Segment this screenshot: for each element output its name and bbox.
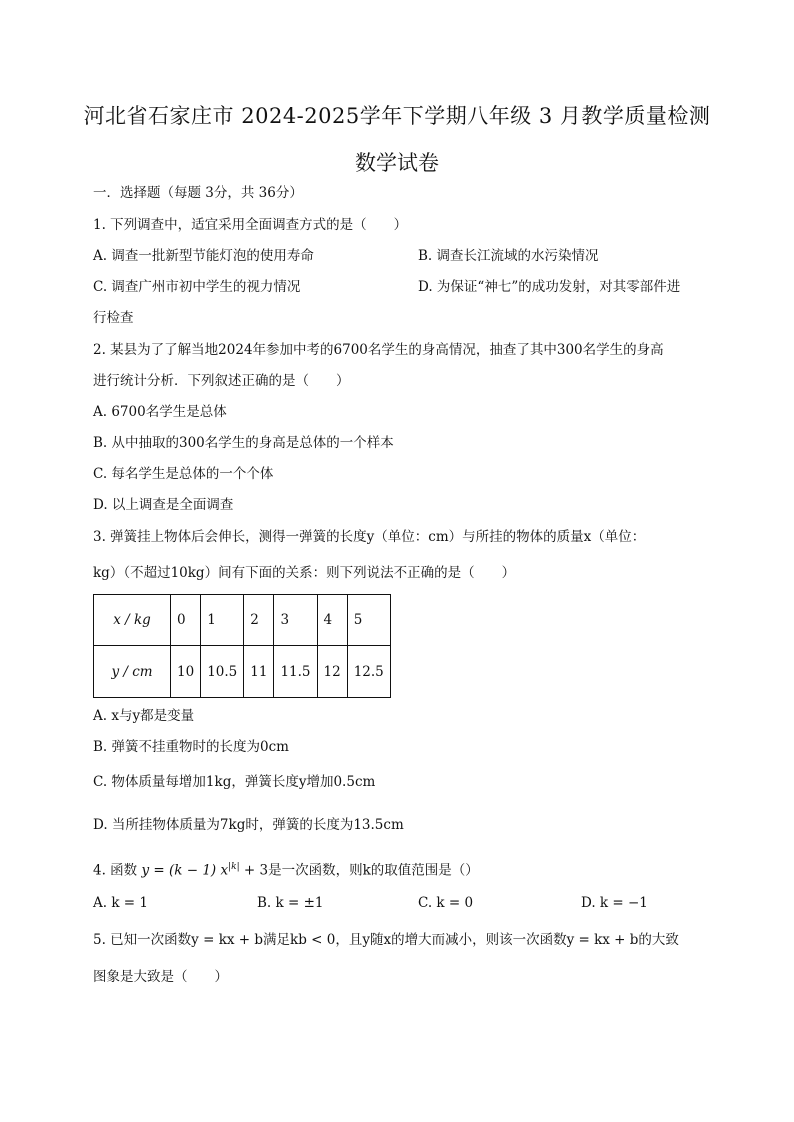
exam-title-line1: 河北省石家庄市 2024-2025学年下学期八年级 3 月教学质量检测 — [83, 104, 711, 128]
q4-option-c: C. k = 0 — [418, 895, 474, 911]
q4-option-d: D. k = −1 — [581, 895, 648, 911]
table-header-cell: x / kg — [94, 595, 171, 646]
q1-option-d: D. 为保证“神七”的成功发射，对其零部件进 — [418, 279, 681, 295]
q4-option-b: B. k = ±1 — [257, 895, 324, 911]
q2-option-b: B. 从中抽取的300名学生的身高是总体的一个样本 — [93, 435, 394, 451]
q2-stem-line2: 进行统计分析．下列叙述正确的是（ ） — [93, 373, 350, 389]
q1-option-d-continued: 行检查 — [93, 310, 134, 326]
table-cell: 1 — [201, 595, 244, 646]
table-cell: 0 — [171, 595, 201, 646]
table-cell: 5 — [347, 595, 390, 646]
q1-stem: 1. 下列调查中，适宜采用全面调查方式的是（ ） — [93, 217, 408, 233]
exam-title-line2: 数学试卷 — [355, 151, 439, 175]
q4-function: y = (k − 1) x — [141, 862, 229, 879]
q2-option-d: D. 以上调查是全面调查 — [93, 497, 234, 513]
table-cell: 4 — [317, 595, 347, 646]
table-cell: 12.5 — [347, 646, 390, 698]
q4-stem-prefix: 4. 函数 — [93, 862, 142, 879]
q3-option-b: B. 弹簧不挂重物时的长度为0cm — [93, 739, 289, 755]
q1-option-c: C. 调查广州市初中学生的视力情况 — [93, 279, 301, 295]
table-cell: 2 — [244, 595, 274, 646]
table-row — [94, 595, 391, 646]
q2-option-a: A. 6700名学生是总体 — [93, 404, 227, 420]
q2-option-c: C. 每名学生是总体的一个个体 — [93, 466, 274, 482]
table-cell: 10.5 — [201, 646, 244, 698]
table-cell: 10 — [171, 646, 201, 698]
q4-stem-suffix: 是一次函数，则k的取值范围是（） — [268, 862, 479, 879]
table-cell: 3 — [274, 595, 317, 646]
q5-stem-line1: 5. 已知一次函数y = kx + b满足kb < 0，且y随x的增大而减小，则该一次函数y = kx + b的大致 — [93, 932, 679, 948]
q4-stem — [93, 857, 479, 881]
q3-data-table — [93, 594, 391, 698]
q3-stem-line1: 3. 弹簧挂上物体后会伸长，测得一弹簧的长度y（单位：cm）与所挂的物体的质量x（单位： — [93, 529, 646, 545]
q2-stem-line1: 2. 某县为了了解当地2024年参加中考的6700名学生的身高情况，抽查了其中300名学生的身高 — [93, 342, 664, 358]
table-cell: 11 — [244, 646, 274, 698]
table-cell: 11.5 — [274, 646, 317, 698]
q3-option-c: C. 物体质量每增加1kg，弹簧长度y增加0.5cm — [93, 774, 376, 790]
q4-exponent: |k| — [228, 862, 240, 872]
q5-stem-line2: 图象是大致是（ ） — [93, 969, 228, 985]
table-cell: 12 — [317, 646, 347, 698]
q3-option-d: D. 当所挂物体质量为7kg时，弹簧的长度为13.5cm — [93, 817, 404, 833]
q1-option-b: B. 调查长江流域的水污染情况 — [418, 248, 599, 264]
q3-stem-line2: kg）（不超过10kg）间有下面的关系：则下列说法不正确的是（ ） — [93, 565, 516, 581]
section-heading: 一．选择题（每题 3分，共 36分） — [93, 185, 303, 201]
table-row — [94, 646, 391, 698]
q3-option-a: A. x与y都是变量 — [93, 708, 195, 724]
table-header-cell: y / cm — [94, 646, 171, 698]
q4-function-tail: + 3 — [239, 862, 269, 879]
q4-option-a: A. k = 1 — [93, 895, 148, 911]
q1-option-a: A. 调查一批新型节能灯泡的使用寿命 — [93, 248, 314, 264]
